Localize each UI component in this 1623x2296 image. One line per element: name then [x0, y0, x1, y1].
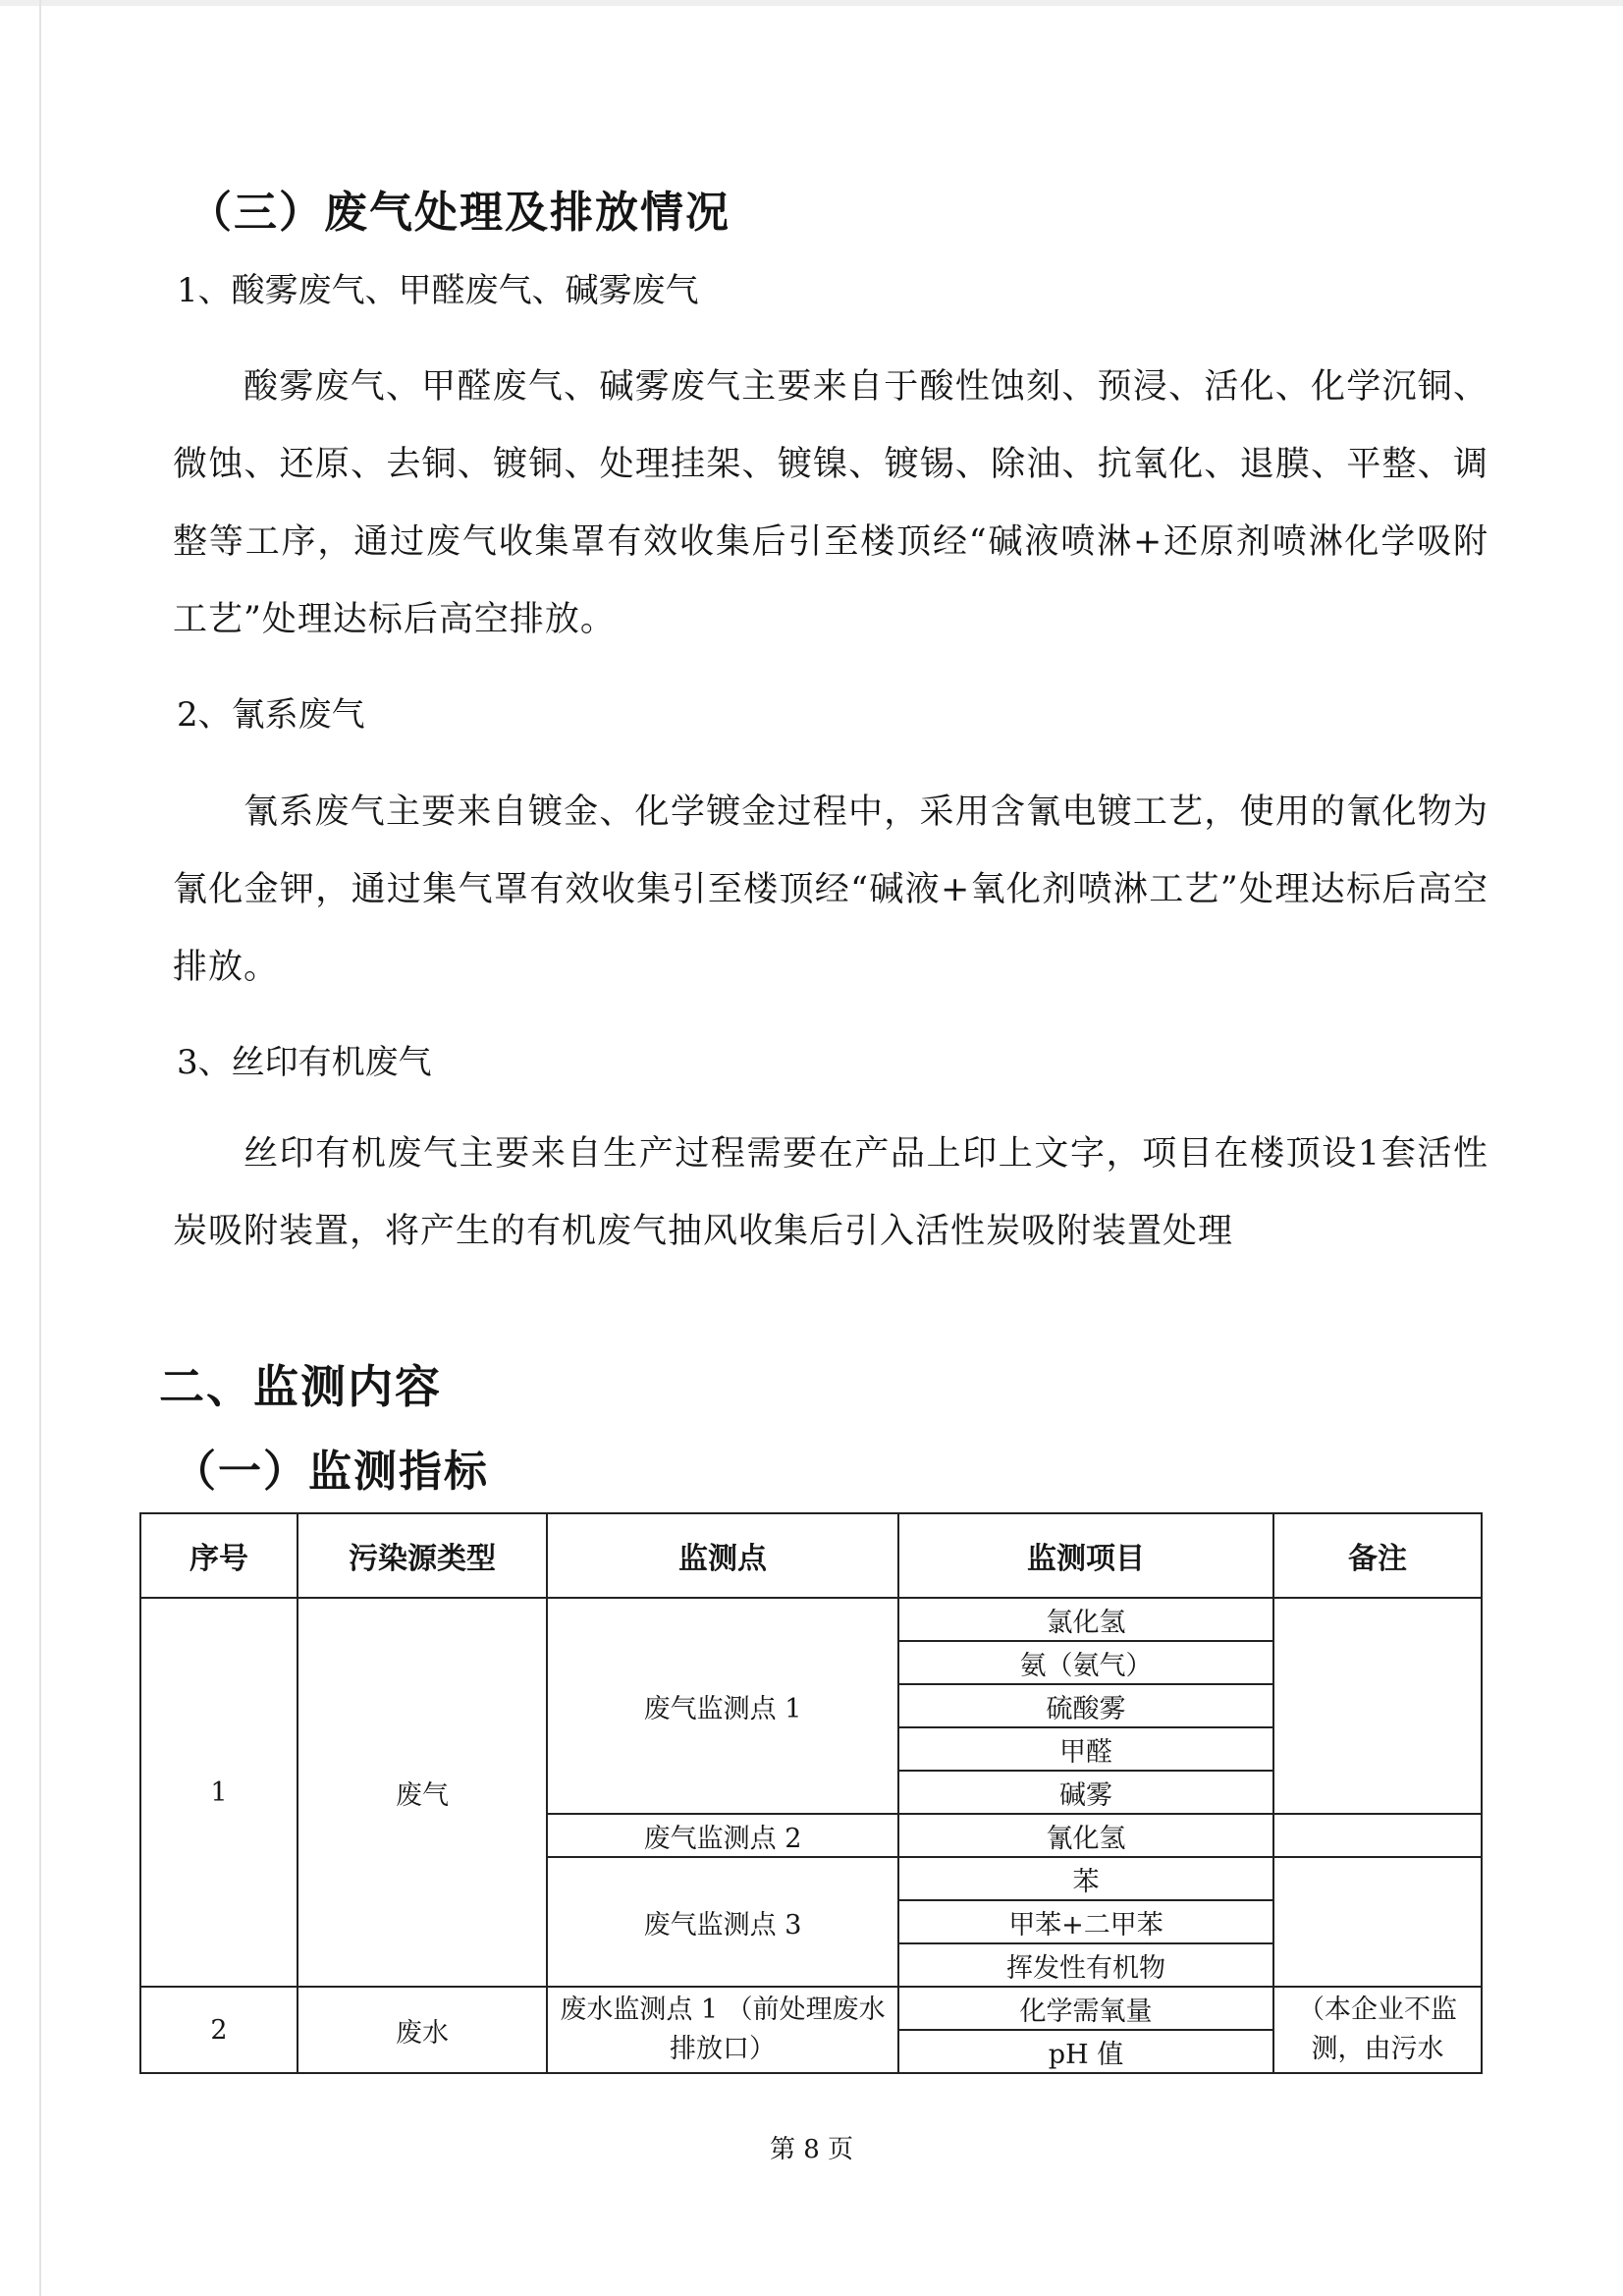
cell-point: 废气监测点 2: [547, 1814, 898, 1857]
item1-body: 酸雾废气、甲醛废气、碱雾废气主要来自于酸性蚀刻、预浸、活化、化学沉铜、微蚀、还原、去铜、镀铜、处理挂架、镀镍、镀锡、除油、抗氧化、退膜、平整、调整等工序，通过废气收集罩有效收集后引至楼顶经“碱液喷淋+还原剂喷淋化学吸附工艺”处理达标后高空排放。: [173, 367, 1488, 639]
cell-seq: 1: [140, 1598, 298, 1987]
header-note: 备注: [1273, 1513, 1482, 1598]
cell-item: pH 值: [898, 2030, 1273, 2073]
cell-item: 碱雾: [898, 1771, 1273, 1814]
table-row: [140, 1987, 1482, 2030]
header-monitoring-item: 监测项目: [898, 1513, 1273, 1598]
section-heading-waste-gas: （三）废气处理及排放情况: [189, 188, 730, 238]
monitoring-table: [139, 1512, 1483, 2074]
cell-note: [1273, 1857, 1482, 1987]
cell-source-type: 废水: [298, 1987, 547, 2073]
header-source-type: 污染源类型: [298, 1513, 547, 1598]
header-seq: 序号: [140, 1513, 298, 1598]
subsection-heading-indicators: （一）监测指标: [173, 1447, 489, 1497]
cell-item: 氨（氨气）: [898, 1641, 1273, 1684]
cell-item: 甲苯+二甲苯: [898, 1900, 1273, 1943]
scan-left-edge: [39, 0, 41, 2296]
cell-item: 氰化氢: [898, 1814, 1273, 1857]
cell-point: 废气监测点 3: [547, 1857, 898, 1987]
cell-item: 苯: [898, 1857, 1273, 1900]
cell-point: 废气监测点 1: [547, 1598, 898, 1814]
item2-body: 氰系废气主要来自镀金、化学镀金过程中，采用含氰电镀工艺，使用的氰化物为氰化金钾，通过集气罩有效收集引至楼顶经“碱液+氧化剂喷淋工艺”处理达标后高空排放。: [173, 793, 1488, 987]
scan-top-edge: [0, 0, 1623, 6]
page-number: 第 8 页: [769, 2135, 854, 2164]
item1-title: 1、酸雾废气、甲醛废气、碱雾废气: [177, 271, 699, 310]
cell-note: [1273, 1598, 1482, 1814]
cell-note: [1273, 1814, 1482, 1857]
cell-item: 化学需氧量: [898, 1987, 1273, 2030]
cell-item: 甲醛: [898, 1727, 1273, 1771]
item3-body: 丝印有机废气主要来自生产过程需要在产品上印上文字，项目在楼顶设1套活性炭吸附装置，将产生的有机废气抽风收集后引入活性炭吸附装置处理: [173, 1134, 1488, 1251]
table-row: [140, 1598, 1482, 1641]
cell-point: 废水监测点 1 （前处理废水排放口）: [547, 1987, 898, 2073]
cell-source-type: 废气: [298, 1598, 547, 1987]
item2-title: 2、氰系废气: [177, 695, 365, 735]
cell-item: 挥发性有机物: [898, 1943, 1273, 1987]
header-monitoring-point: 监测点: [547, 1513, 898, 1598]
chapter-heading-monitoring: 二、监测内容: [159, 1360, 442, 1413]
cell-seq: 2: [140, 1987, 298, 2073]
cell-item: 氯化氢: [898, 1598, 1273, 1641]
cell-item: 硫酸雾: [898, 1684, 1273, 1727]
item3-title: 3、丝印有机废气: [177, 1043, 432, 1082]
table-header-row: [140, 1513, 1482, 1598]
cell-note: （本企业不监测，由污水: [1273, 1987, 1482, 2073]
